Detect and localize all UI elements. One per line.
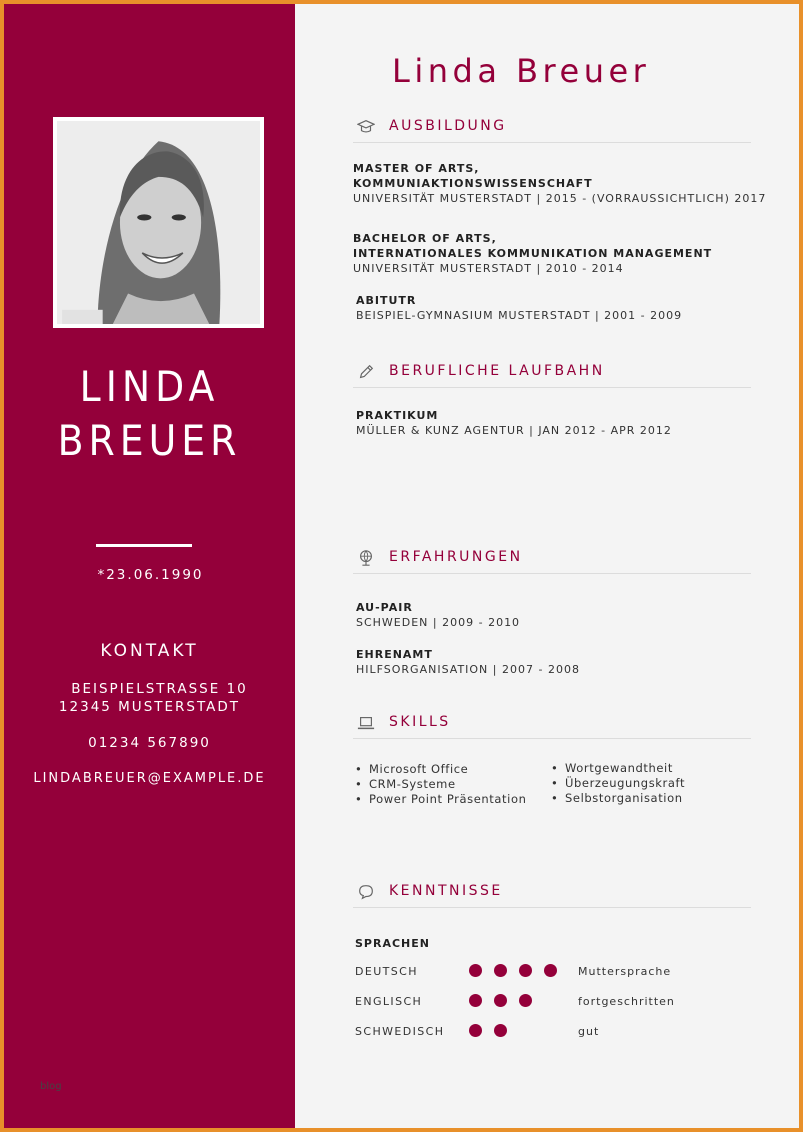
language-name: ENGLISCH bbox=[355, 995, 423, 1008]
skill-dot bbox=[494, 994, 507, 1007]
portrait-image bbox=[57, 121, 260, 324]
section-erfahrungen bbox=[353, 548, 751, 574]
skill-dot bbox=[544, 964, 557, 977]
language-row bbox=[355, 962, 755, 982]
education-entry-1: MASTER OF ARTS, KOMMUNIAKTIONSWISSENSCHAFT UNIVERSITÄT MUSTERSTADT | 2015 - (VORRAUSSICHTLICH) 2017 bbox=[353, 162, 767, 205]
contact-city: 12345 MUSTERSTADT bbox=[58, 699, 241, 715]
skill-dot bbox=[469, 964, 482, 977]
section-title-kenntnisse: KENNTNISSE bbox=[389, 883, 503, 899]
language-row bbox=[355, 992, 755, 1012]
skill-dots bbox=[469, 994, 544, 1008]
sidebar bbox=[4, 4, 295, 1128]
list-item: • Wortgewandtheit bbox=[551, 761, 685, 776]
language-name: DEUTSCH bbox=[355, 965, 418, 978]
section-kenntnisse bbox=[353, 882, 751, 908]
language-level: gut bbox=[578, 1025, 600, 1038]
graduation-cap-icon bbox=[357, 118, 375, 136]
language-level: fortgeschritten bbox=[578, 995, 675, 1008]
globe-icon bbox=[357, 549, 375, 567]
section-ausbildung bbox=[353, 117, 751, 143]
skill-dot bbox=[519, 994, 532, 1007]
skill-dot bbox=[494, 1024, 507, 1037]
language-level: Muttersprache bbox=[578, 965, 672, 978]
education-entry-3: ABITUTR BEISPIEL-GYMNASIUM MUSTERSTADT | 2001 - 2009 bbox=[356, 294, 683, 322]
list-item: • Selbstorganisation bbox=[551, 791, 685, 806]
career-entry-1: PRAKTIKUM MÜLLER & KUNZ AGENTUR | JAN 2012 - APR 2012 bbox=[356, 409, 672, 437]
skill-dot bbox=[519, 964, 532, 977]
skill-dot bbox=[469, 1024, 482, 1037]
section-laufbahn bbox=[353, 362, 751, 388]
sidebar-name-last: BREUER bbox=[57, 416, 242, 465]
list-item: • CRM-Systeme bbox=[355, 777, 526, 792]
speech-bubble-icon bbox=[357, 883, 375, 901]
watermark-text: blog bbox=[40, 1081, 62, 1092]
language-name: SCHWEDISCH bbox=[355, 1025, 445, 1038]
section-skills bbox=[353, 713, 751, 739]
main-name-title: Linda Breuer bbox=[392, 52, 651, 90]
list-item: • Microsoft Office bbox=[355, 762, 526, 777]
section-title-laufbahn: BERUFLICHE LAUFBAHN bbox=[389, 363, 605, 379]
languages-subheading: SPRACHEN bbox=[355, 937, 430, 950]
cv-page bbox=[4, 4, 799, 1128]
experience-entry-1: AU-PAIR SCHWEDEN | 2009 - 2010 bbox=[356, 601, 521, 629]
list-item: • Überzeugungskraft bbox=[551, 776, 685, 791]
skill-dot bbox=[469, 994, 482, 1007]
contact-email[interactable]: LINDABREUER@EXAMPLE.DE bbox=[33, 771, 266, 786]
sidebar-name-first: LINDA bbox=[79, 362, 220, 411]
section-title-ausbildung: AUSBILDUNG bbox=[389, 118, 507, 134]
contact-street: BEISPIELSTRASSE 10 bbox=[71, 681, 248, 697]
list-item: • Power Point Präsentation bbox=[355, 792, 526, 807]
language-row bbox=[355, 1022, 755, 1042]
contact-phone: 01234 567890 bbox=[88, 735, 211, 751]
pencil-icon bbox=[357, 363, 375, 381]
profile-photo bbox=[53, 117, 264, 328]
skills-list-2 bbox=[551, 761, 685, 806]
laptop-icon bbox=[357, 714, 375, 732]
section-title-erfahrungen: ERFAHRUNGEN bbox=[389, 549, 523, 565]
skill-dots bbox=[469, 964, 569, 978]
sidebar-divider bbox=[96, 544, 192, 547]
section-title-skills: SKILLS bbox=[389, 714, 451, 730]
skills-list-1 bbox=[355, 762, 526, 807]
birth-date: *23.06.1990 bbox=[97, 567, 204, 583]
contact-heading: KONTAKT bbox=[100, 641, 199, 661]
skill-dot bbox=[494, 964, 507, 977]
experience-entry-2: EHRENAMT HILFSORGANISATION | 2007 - 2008 bbox=[356, 648, 580, 676]
skill-dots bbox=[469, 1024, 519, 1038]
education-entry-2: BACHELOR OF ARTS, INTERNATIONALES KOMMUNIKATION MANAGEMENT UNIVERSITÄT MUSTERSTADT | 2010 - 2014 bbox=[353, 232, 713, 275]
